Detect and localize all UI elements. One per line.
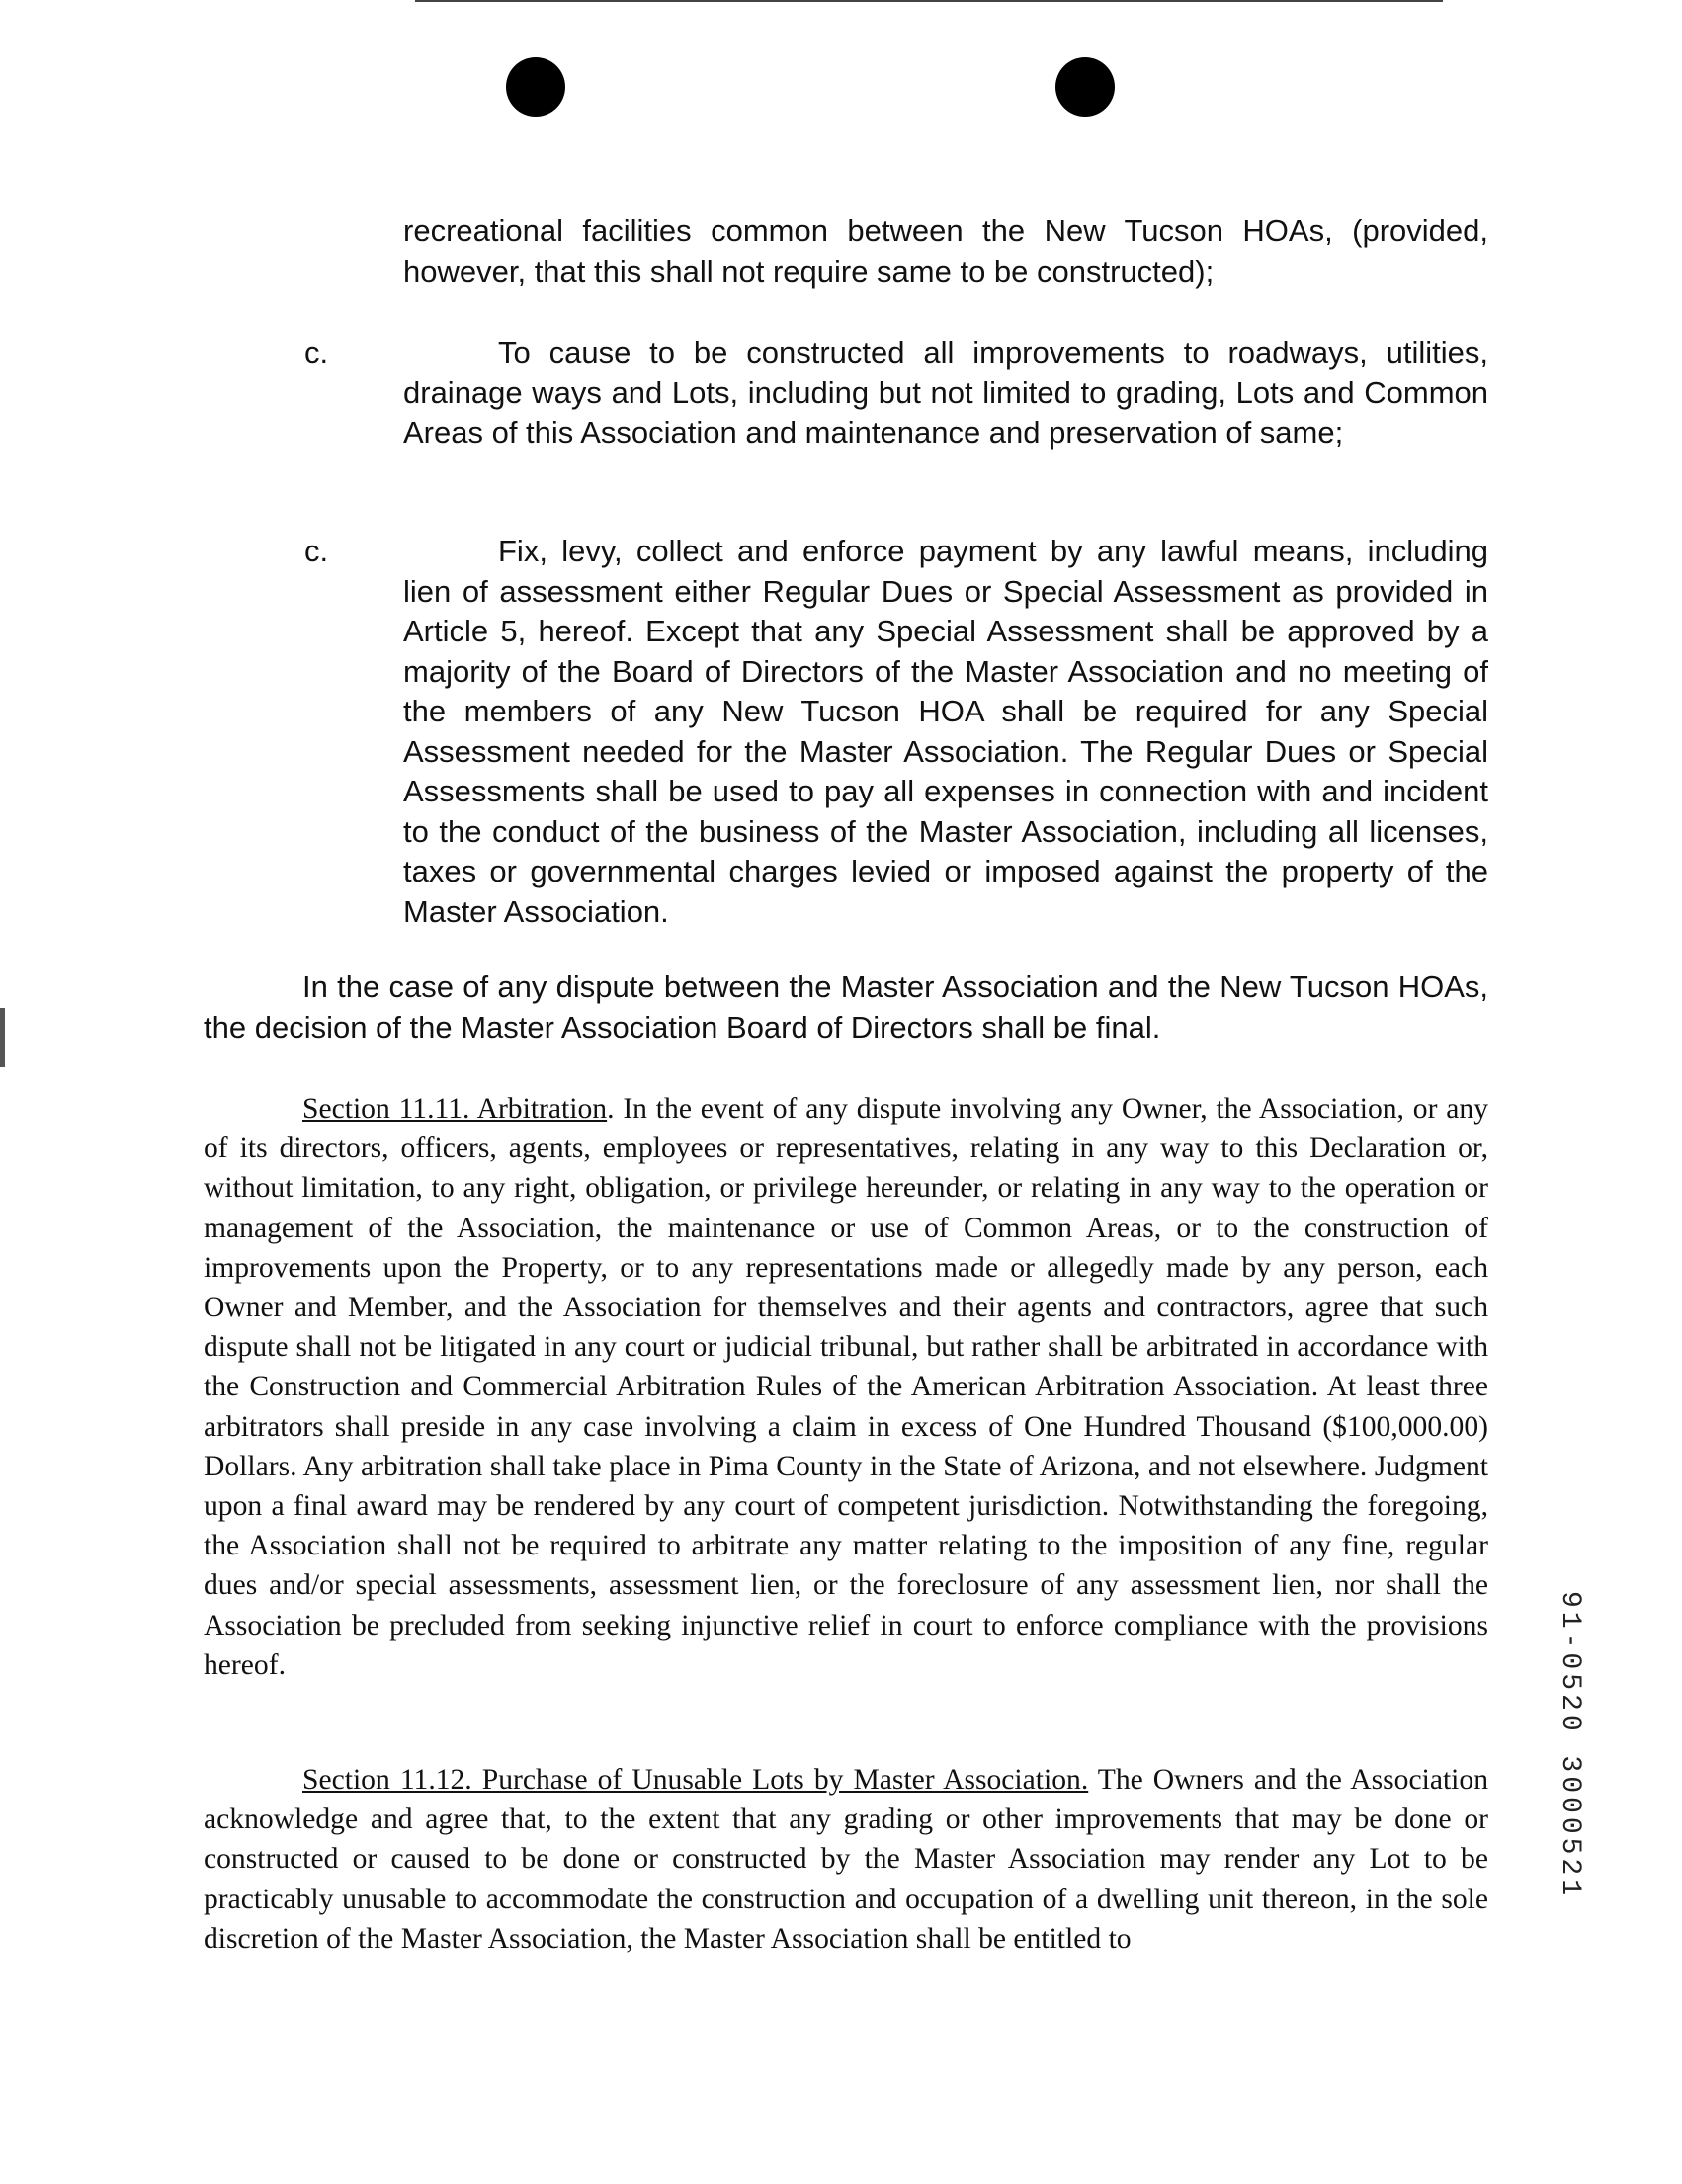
section-11-11-body: . In the event of any dispute involving any Owner, the Association, or any of its directors, officers, agents, employees or representatives, relating in any way to this Declaration or, without limitation, to any right, obligation, or privilege hereunder, or relating in any way to the operation or management of the Association, the maintenance or use of Common Areas, or to the construction of improvements upon the Property, or to any representations made or allegedly made by any person, each Owner and Member, and the Association for themselves and their agents and contractors, agree that such dispute shall not be litigated in any court or judicial tribunal, but rather shall be arbitrated in accordance with the Construction and Commercial Arbitration Rules of the American Arbitration Association. At least three arbitrators shall preside in any case involving a claim in excess of One Hundred Thousand ($100,000.00) Dollars. Any arbitration shall take place in Pima County in the State of Arizona, and not elsewhere. Judgment upon a final award may be rendered by any court of competent jurisdiction. Notwithstanding the foregoing, the Association shall not be required to arbitrate any matter relating to the imposition of any fine, regular dues and/or special assessments, assessment lien, or the foreclosure of any assessment lien, nor shall the Association be precluded from seeking injunctive relief in court to enforce compliance with the provisions hereof. <box>204 1093 1489 1681</box>
item-marker-c-first: c. <box>304 335 329 370</box>
item-marker-c-second: c. <box>304 534 329 568</box>
section-11-12-body: The Owners and the Association acknowledge and agree that, to the extent that any grading or other improvements that may be done or constructed or caused to be done or constructed by the Master Association may render any Lot to be practicably unusable to accommodate the construction and occupation of a dwelling unit thereon, in the sole discretion of the Master Association, the Master Association shall be entitled to <box>204 1764 1488 1955</box>
section-11-12-unusable-lots <box>204 1760 1488 1959</box>
section-11-11-heading: Section 11.11. Arbitration <box>302 1093 608 1125</box>
item-c-assessments <box>403 532 1488 932</box>
dispute-paragraph: In the case of any dispute between the Master Association and the New Tucson HOAs, the decision of the Master Association Board of Directors shall be final. <box>204 969 1488 1045</box>
punch-hole-left <box>506 57 565 117</box>
top-edge-rule <box>415 0 1443 2</box>
section-11-12-heading: Section 11.12. Purchase of Unusable Lots by Master Association. <box>302 1764 1089 1796</box>
recording-stamp: 91-0520 3000521 <box>1555 1591 1585 1900</box>
margin-mark <box>0 1008 5 1067</box>
item-c-improvements-text: To cause to be constructed all improvements to roadways, utilities, drainage ways and Lots, including but not limited to grading, Lots and Common Areas of this Association and maintenance and preservation of same; <box>403 335 1488 450</box>
item-c-improvements <box>403 333 1488 454</box>
section-11-11-arbitration <box>204 1089 1488 1685</box>
item-c-assessments-text: Fix, levy, collect and enforce payment by any lawful means, including lien of assessment either Regular Dues or Special Assessment as provided in Article 5, hereof. Except that any Special Assessment shall be approved by a majority of the Board of Directors of the Master Association and no meeting of the members of any New Tucson HOA shall be required for any Special Assessment needed for the Master Association. The Regular Dues or Special Assessments shall be used to pay all expenses in connection with and incident to the conduct of the business of the Master Association, including all licenses, taxes or governmental charges levied or imposed against the property of the Master Association. <box>403 534 1488 929</box>
punch-hole-right <box>1055 57 1115 117</box>
continued-item-text: recreational facilities common between the New Tucson HOAs, (provided, however, that this shall not require same to be constructed); <box>403 213 1488 289</box>
